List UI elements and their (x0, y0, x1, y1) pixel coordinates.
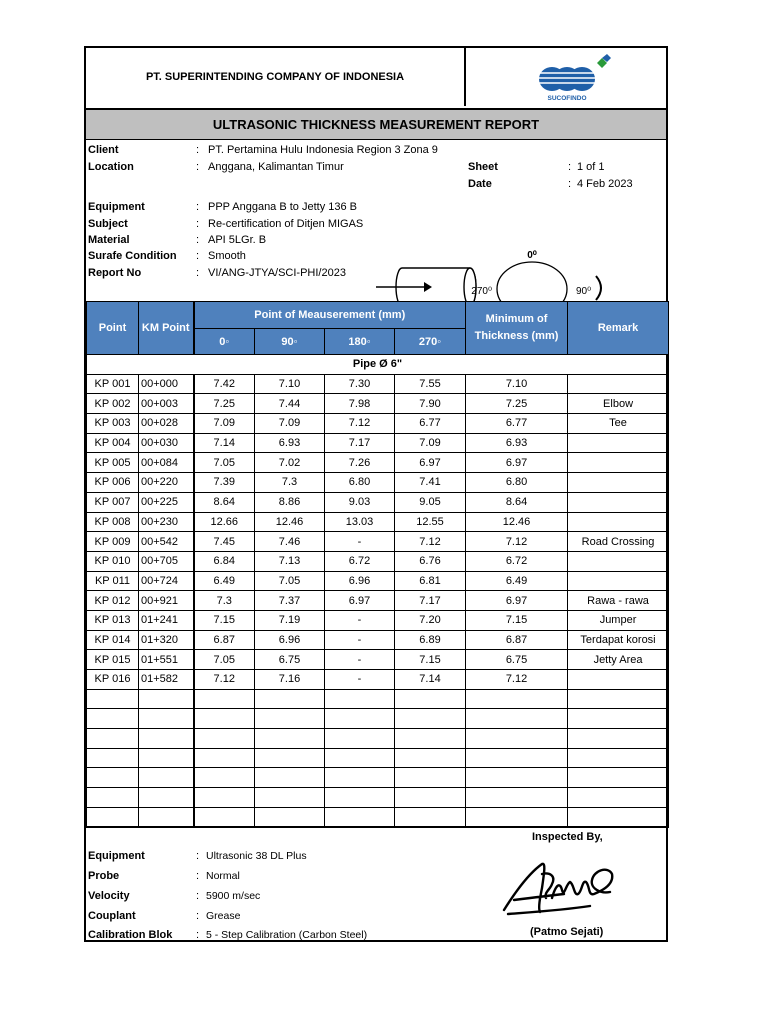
cell-km: 00+921 (139, 591, 194, 611)
inspector-signature (494, 854, 634, 924)
cell-remark: Road Crossing (568, 532, 669, 552)
footer-equipment (88, 850, 307, 862)
cell-180 (325, 689, 395, 709)
cell-remark: Terdapat korosi (568, 630, 669, 650)
cell-km (139, 768, 194, 788)
rotation-arrow-icon (596, 276, 601, 300)
table-row (87, 433, 669, 453)
cell-point: KP 002 (87, 394, 139, 414)
cell-90: 6.96 (255, 630, 325, 650)
footer-couplant (88, 910, 240, 922)
cell-270: 7.09 (395, 433, 466, 453)
location-value: Anggana, Kalimantan Timur (208, 161, 344, 173)
surface-label: Surafe Condition (88, 250, 177, 262)
col-point: Point (87, 302, 139, 355)
report-title: ULTRASONIC THICKNESS MEASUREMENT REPORT (86, 110, 666, 140)
colon: : (568, 178, 572, 190)
cell-min (466, 768, 568, 788)
cell-90: 6.75 (255, 650, 325, 670)
cell-min: 6.49 (466, 571, 568, 591)
footer-probe-label: Probe (88, 870, 120, 882)
cell-remark (568, 729, 669, 749)
cell-remark (568, 374, 669, 394)
colon: : (196, 250, 200, 262)
cell-min: 6.77 (466, 414, 568, 434)
cell-point (87, 807, 139, 827)
colon: : (196, 267, 200, 279)
table-row (87, 788, 669, 808)
cell-0 (194, 807, 255, 827)
table-row (87, 650, 669, 670)
cell-270 (395, 788, 466, 808)
cell-180 (325, 807, 395, 827)
cell-point: KP 014 (87, 630, 139, 650)
cell-0 (194, 689, 255, 709)
cell-point: KP 007 (87, 492, 139, 512)
footer-velocity (88, 890, 260, 902)
cell-270: 6.77 (395, 414, 466, 434)
cell-0 (194, 768, 255, 788)
cell-90: 7.05 (255, 571, 325, 591)
table-row (87, 394, 669, 414)
table-row (87, 571, 669, 591)
cell-90: 12.46 (255, 512, 325, 532)
cell-0: 8.64 (194, 492, 255, 512)
cell-point (87, 709, 139, 729)
cell-min: 7.15 (466, 610, 568, 630)
cell-270: 7.12 (395, 532, 466, 552)
cell-remark (568, 807, 669, 827)
cell-270: 6.76 (395, 551, 466, 571)
cell-180: 7.30 (325, 374, 395, 394)
footer-calibration-value: 5 - Step Calibration (Carbon Steel) (206, 929, 368, 941)
colon: : (196, 201, 200, 213)
pipe-size-label: Pipe Ø 6" (87, 355, 669, 375)
cell-point (87, 788, 139, 808)
client-value: PT. Pertamina Hulu Indonesia Region 3 Zona 9 (208, 144, 438, 156)
cell-min: 7.12 (466, 670, 568, 690)
surface-value: Smooth (208, 250, 246, 262)
cell-remark (568, 571, 669, 591)
cell-0: 7.05 (194, 453, 255, 473)
info-block (88, 142, 668, 302)
cell-point: KP 005 (87, 453, 139, 473)
footer-velocity-value: 5900 m/sec (206, 890, 261, 902)
cell-km: 00+220 (139, 473, 194, 493)
cell-min: 7.25 (466, 394, 568, 414)
cell-0: 7.15 (194, 610, 255, 630)
footer-probe-value: Normal (206, 870, 240, 882)
cell-min: 6.80 (466, 473, 568, 493)
cell-km (139, 788, 194, 808)
cell-remark (568, 670, 669, 690)
footer-probe (88, 870, 240, 882)
cell-remark (568, 551, 669, 571)
col-min-thickness: Minimum of Thickness (mm) (466, 302, 568, 355)
cell-km: 00+724 (139, 571, 194, 591)
cell-remark: Jetty Area (568, 650, 669, 670)
cell-remark (568, 748, 669, 768)
cell-0: 7.05 (194, 650, 255, 670)
cell-remark: Rawa - rawa (568, 591, 669, 611)
cell-90: 7.37 (255, 591, 325, 611)
cell-180 (325, 768, 395, 788)
colon: : (196, 144, 200, 156)
cell-min: 7.10 (466, 374, 568, 394)
table-row (87, 374, 669, 394)
cell-0 (194, 729, 255, 749)
cell-180: - (325, 532, 395, 552)
cell-0: 7.39 (194, 473, 255, 493)
cell-270: 6.89 (395, 630, 466, 650)
table-row (87, 689, 669, 709)
cell-90: 8.86 (255, 492, 325, 512)
cell-km: 01+320 (139, 630, 194, 650)
cell-point: KP 003 (87, 414, 139, 434)
cell-point: KP 008 (87, 512, 139, 532)
footer-calibration-label: Calibration Blok (88, 929, 173, 941)
col-270-deg: 270◦ (395, 329, 466, 355)
cell-180: 7.12 (325, 414, 395, 434)
cell-90 (255, 709, 325, 729)
footer-couplant-label: Couplant (88, 910, 136, 922)
cell-remark (568, 689, 669, 709)
cell-km (139, 709, 194, 729)
cell-0: 7.12 (194, 670, 255, 690)
cell-180: 7.17 (325, 433, 395, 453)
cell-km: 00+705 (139, 551, 194, 571)
angle-0-label: 0⁰ (527, 250, 537, 261)
cell-90: 7.46 (255, 532, 325, 552)
cell-km: 00+003 (139, 394, 194, 414)
cell-90: 7.44 (255, 394, 325, 414)
footer-block (86, 826, 666, 944)
subject-label: Subject (88, 218, 128, 230)
cell-180: 6.97 (325, 591, 395, 611)
cell-270: 7.20 (395, 610, 466, 630)
cell-km (139, 748, 194, 768)
cell-90 (255, 768, 325, 788)
cell-point: KP 015 (87, 650, 139, 670)
cell-270: 9.05 (395, 492, 466, 512)
cell-180: - (325, 630, 395, 650)
cell-0: 12.66 (194, 512, 255, 532)
cell-90: 7.19 (255, 610, 325, 630)
cell-km: 00+542 (139, 532, 194, 552)
cell-point: KP 001 (87, 374, 139, 394)
cell-km: 00+230 (139, 512, 194, 532)
cell-180: - (325, 670, 395, 690)
cell-km: 00+030 (139, 433, 194, 453)
footer-couplant-value: Grease (206, 910, 241, 922)
subject-value: Re-certification of Ditjen MIGAS (208, 218, 364, 230)
cell-min (466, 788, 568, 808)
cell-180 (325, 729, 395, 749)
cell-180: - (325, 610, 395, 630)
cell-point: KP 006 (87, 473, 139, 493)
cell-270: 6.97 (395, 453, 466, 473)
cell-270: 6.81 (395, 571, 466, 591)
angle-90-label: 90⁰ (576, 286, 592, 297)
table-row (87, 591, 669, 611)
table-row (87, 748, 669, 768)
col-90-deg: 90◦ (255, 329, 325, 355)
colon: : (196, 910, 200, 922)
cell-min: 6.87 (466, 630, 568, 650)
cell-remark (568, 709, 669, 729)
cell-min: 6.97 (466, 453, 568, 473)
inspected-by-label: Inspected By, (532, 831, 603, 843)
cell-180: - (325, 650, 395, 670)
sucofindo-logo (466, 48, 668, 106)
cell-180: 9.03 (325, 492, 395, 512)
cell-90 (255, 788, 325, 808)
colon: : (196, 161, 200, 173)
cell-270: 7.55 (395, 374, 466, 394)
cell-km: 01+582 (139, 670, 194, 690)
cell-min (466, 689, 568, 709)
table-row (87, 453, 669, 473)
material-label: Material (88, 234, 130, 246)
cell-90 (255, 807, 325, 827)
cell-270: 7.17 (395, 591, 466, 611)
cell-0: 7.45 (194, 532, 255, 552)
cell-90: 7.13 (255, 551, 325, 571)
cell-remark (568, 433, 669, 453)
report-no-label: Report No (88, 267, 142, 279)
colon: : (568, 161, 572, 173)
cell-point: KP 010 (87, 551, 139, 571)
cell-point (87, 768, 139, 788)
cell-km (139, 689, 194, 709)
footer-calibration (88, 929, 367, 941)
cell-min (466, 807, 568, 827)
cell-min: 6.75 (466, 650, 568, 670)
cell-remark (568, 492, 669, 512)
col-remark: Remark (568, 302, 669, 355)
footer-equipment-label: Equipment (88, 850, 145, 862)
cell-remark (568, 512, 669, 532)
cell-point: KP 009 (87, 532, 139, 552)
table-row (87, 729, 669, 749)
sheet-value: 1 of 1 (577, 161, 605, 173)
col-0-deg: 0◦ (194, 329, 255, 355)
cell-90: 7.16 (255, 670, 325, 690)
cell-km: 00+225 (139, 492, 194, 512)
material-value: API 5LGr. B (208, 234, 267, 246)
cell-point: KP 004 (87, 433, 139, 453)
table-row (87, 807, 669, 827)
cell-90: 6.93 (255, 433, 325, 453)
cell-remark (568, 788, 669, 808)
colon: : (196, 890, 200, 902)
cell-min (466, 729, 568, 749)
colon: : (196, 234, 200, 246)
col-measurement-group: Point of Meauserement (mm) (194, 302, 466, 329)
client-label: Client (88, 144, 119, 156)
table-row (87, 512, 669, 532)
cell-270 (395, 709, 466, 729)
cell-90: 7.09 (255, 414, 325, 434)
cell-km: 00+028 (139, 414, 194, 434)
cell-km: 00+000 (139, 374, 194, 394)
cell-270: 7.90 (395, 394, 466, 414)
cell-point (87, 729, 139, 749)
cell-0: 7.09 (194, 414, 255, 434)
cell-90 (255, 729, 325, 749)
cell-point (87, 689, 139, 709)
cell-remark (568, 768, 669, 788)
cell-180: 6.96 (325, 571, 395, 591)
cell-remark: Elbow (568, 394, 669, 414)
cell-km (139, 807, 194, 827)
cell-0: 6.87 (194, 630, 255, 650)
cell-min: 6.72 (466, 551, 568, 571)
table-row (87, 768, 669, 788)
cell-min: 6.93 (466, 433, 568, 453)
col-km-point: KM Point (139, 302, 194, 355)
date-value: 4 Feb 2023 (577, 178, 633, 190)
date-label: Date (468, 178, 492, 190)
cell-min: 7.12 (466, 532, 568, 552)
cell-point: KP 011 (87, 571, 139, 591)
cell-270: 7.14 (395, 670, 466, 690)
inspector-name: (Patmo Sejati) (530, 926, 604, 938)
equipment-value: PPP Anggana B to Jetty 136 B (208, 201, 358, 213)
cell-point: KP 012 (87, 591, 139, 611)
cell-180 (325, 788, 395, 808)
report-sheet (84, 46, 668, 942)
cell-km: 00+084 (139, 453, 194, 473)
table-row (87, 610, 669, 630)
measurement-table (86, 301, 669, 828)
location-label: Location (88, 161, 134, 173)
cell-0 (194, 748, 255, 768)
cell-0: 7.25 (194, 394, 255, 414)
cell-remark (568, 473, 669, 493)
cell-min (466, 748, 568, 768)
table-row (87, 551, 669, 571)
cell-min: 8.64 (466, 492, 568, 512)
table-row (87, 473, 669, 493)
table-row (87, 532, 669, 552)
cell-km: 01+551 (139, 650, 194, 670)
report-no-value: VI/ANG-JTYA/SCI-PHI/2023 (208, 267, 346, 279)
table-row (87, 709, 669, 729)
footer-equipment-value: Ultrasonic 38 DL Plus (206, 850, 307, 862)
cell-90: 7.3 (255, 473, 325, 493)
cell-0 (194, 709, 255, 729)
cell-90 (255, 748, 325, 768)
cell-270 (395, 768, 466, 788)
equipment-label: Equipment (88, 201, 145, 213)
cell-km (139, 729, 194, 749)
cell-0: 7.42 (194, 374, 255, 394)
report-header (86, 48, 666, 110)
table-row (87, 492, 669, 512)
cell-270 (395, 748, 466, 768)
col-180-deg: 180◦ (325, 329, 395, 355)
colon: : (196, 850, 200, 862)
cell-180: 7.26 (325, 453, 395, 473)
cell-180 (325, 748, 395, 768)
cell-min: 12.46 (466, 512, 568, 532)
cell-remark: Tee (568, 414, 669, 434)
cell-0: 6.84 (194, 551, 255, 571)
angle-270-label: 270⁰ (471, 286, 492, 297)
cell-remark (568, 453, 669, 473)
cell-180: 6.80 (325, 473, 395, 493)
logo-text: SUCOFINDO (547, 95, 587, 102)
sheet-label: Sheet (468, 161, 498, 173)
cell-90: 7.02 (255, 453, 325, 473)
cell-90: 7.10 (255, 374, 325, 394)
table-row (87, 630, 669, 650)
colon: : (196, 929, 200, 941)
cell-270: 7.15 (395, 650, 466, 670)
table-row (87, 670, 669, 690)
cell-270: 12.55 (395, 512, 466, 532)
cell-point: KP 016 (87, 670, 139, 690)
footer-velocity-label: Velocity (88, 890, 130, 902)
cell-min (466, 709, 568, 729)
cell-270: 7.41 (395, 473, 466, 493)
cell-0: 7.14 (194, 433, 255, 453)
company-name: PT. SUPERINTENDING COMPANY OF INDONESIA (86, 48, 466, 106)
cell-km: 01+241 (139, 610, 194, 630)
cell-remark: Jumper (568, 610, 669, 630)
cell-180: 13.03 (325, 512, 395, 532)
cell-180: 7.98 (325, 394, 395, 414)
cell-point (87, 748, 139, 768)
colon: : (196, 870, 200, 882)
cell-180 (325, 709, 395, 729)
cell-point: KP 013 (87, 610, 139, 630)
cell-0 (194, 788, 255, 808)
cell-0: 6.49 (194, 571, 255, 591)
cell-min: 6.97 (466, 591, 568, 611)
cell-90 (255, 689, 325, 709)
cell-180: 6.72 (325, 551, 395, 571)
table-row (87, 414, 669, 434)
cell-0: 7.3 (194, 591, 255, 611)
cell-270 (395, 729, 466, 749)
cell-270 (395, 807, 466, 827)
colon: : (196, 218, 200, 230)
cell-270 (395, 689, 466, 709)
